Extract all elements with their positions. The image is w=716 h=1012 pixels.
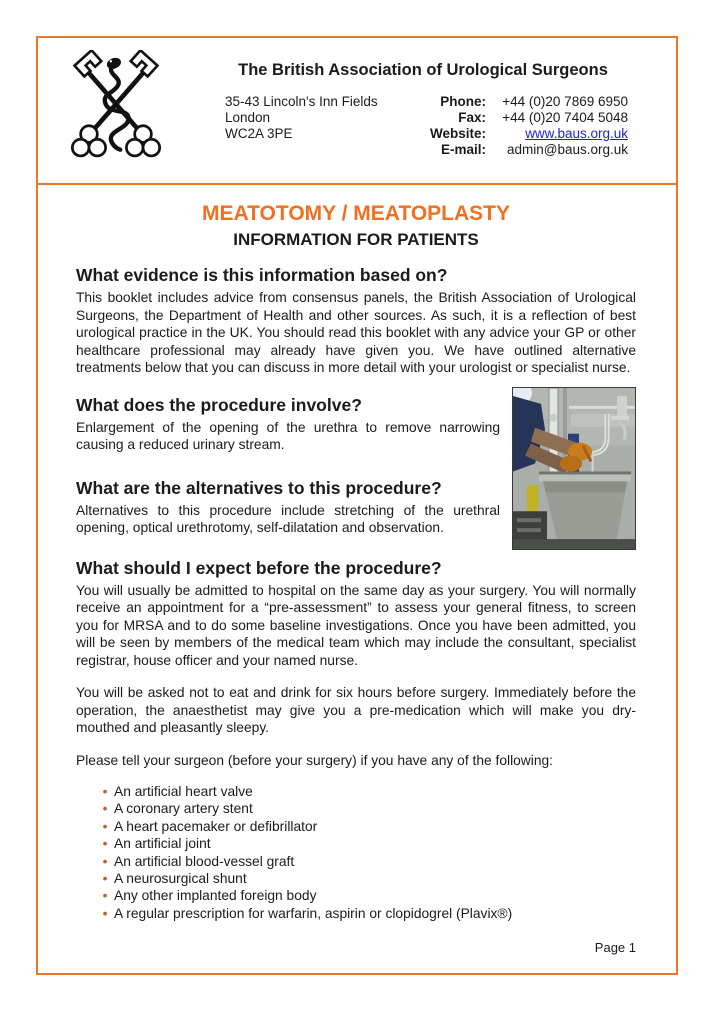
bullet-icon: • (102, 801, 108, 817)
fax-value: +44 (0)20 7404 5048 (502, 110, 628, 125)
bullet-icon: • (102, 888, 108, 904)
fax-label: Fax: (458, 110, 486, 125)
list-item-text: A coronary artery stent (114, 801, 253, 817)
bullet-icon: • (102, 905, 108, 921)
phone-label: Phone: (440, 94, 486, 109)
document-body (38, 185, 676, 973)
phone-value: +44 (0)20 7869 6950 (502, 94, 628, 109)
bullet-icon: • (102, 836, 108, 852)
section-paragraph: Alternatives to this procedure include stretching of the urethral opening, optical urethrotomy, self-dilatation and observation. (76, 502, 500, 535)
list-item (96, 835, 636, 852)
section-before-procedure (76, 558, 636, 923)
doc-subtitle: INFORMATION FOR PATIENTS (233, 230, 479, 249)
org-name: The British Association of Urological Surgeons (238, 61, 608, 79)
section-evidence (76, 265, 636, 377)
list-item-text: An artificial heart valve (114, 784, 253, 799)
list-item (96, 818, 636, 835)
implant-checklist (76, 783, 636, 922)
list-item-text: A heart pacemaker or defibrillator (114, 818, 318, 834)
org-address (225, 94, 378, 142)
list-item (96, 905, 636, 922)
section-heading: What does the procedure involve? (76, 394, 362, 415)
email-value: admin@baus.org.uk (506, 142, 628, 157)
list-item (96, 800, 636, 817)
baus-crest-icon (64, 50, 168, 162)
list-item-text: An artificial joint (114, 836, 211, 852)
section-paragraph: Please tell your surgeon (before your surgery) if you have any of the following: (76, 752, 554, 768)
list-item-text: A neurosurgical shunt (114, 871, 247, 887)
bullet-icon: • (102, 853, 108, 869)
section-paragraph: Enlargement of the opening of the urethra to remove narrowing causing a reduced urinary stream. (76, 419, 500, 452)
doc-title: MEATOTOMY / MEATOPLASTY (201, 202, 511, 225)
bullet-icon: • (102, 784, 108, 799)
list-item (96, 853, 636, 870)
section-procedure (76, 395, 636, 454)
list-item (96, 887, 636, 904)
contact-details (430, 94, 628, 158)
list-item (96, 783, 636, 800)
email-label: E-mail: (440, 142, 486, 157)
website-label: Website: (429, 126, 486, 141)
website-link[interactable]: www.baus.org.uk (525, 126, 628, 141)
section-heading: What are the alternatives to this procedure? (76, 477, 442, 498)
scrub-sink-photo (512, 387, 636, 550)
page-number: Page 1 (594, 940, 636, 955)
section-paragraph: This booklet includes advice from consensus panels, the British Association of Urological Surgeons, the Department of Health and other sources. As such, it is a reflection of best urological practice in the UK. You should read this booklet with any advice your GP or other healthcare professional may already have given you. We have outlined alternative treatments below that you can discuss in more detail with your urologist or specialist nurse. (76, 290, 636, 375)
list-item-text: An artificial blood-vessel graft (114, 853, 295, 869)
section-paragraph: You will usually be admitted to hospital on the same day as your surgery. You will normally receive an appointment for a “pre-assessment” to assess your general fitness, to screen you for MRSA and to do some baseline investigations. Once you have been admitted, you will be seen by members of the medical team which may include the consultant, specialist registrar, house officer and your named nurse. (76, 582, 636, 668)
address-line: London (225, 110, 271, 125)
bullet-icon: • (102, 818, 108, 834)
list-item-text: A regular prescription for warfarin, aspirin or clopidogrel (Plavix®) (114, 905, 513, 921)
address-line: WC2A 3PE (225, 126, 293, 141)
address-line: 35-43 Lincoln's Inn Fields (225, 94, 378, 109)
bullet-icon: • (102, 871, 108, 887)
section-heading: What should I expect before the procedure? (76, 557, 442, 578)
section-paragraph: You will be asked not to eat and drink for six hours before surgery. Immediately before the operation, the anaesthetist may give you a pre-medication which will make you dry-mouthed and pleasantly sleepy. (76, 685, 636, 735)
list-item (96, 870, 636, 887)
document-frame (36, 36, 678, 975)
list-item-text: Any other implanted foreign body (114, 888, 317, 904)
section-heading: What evidence is this information based on? (76, 265, 448, 285)
